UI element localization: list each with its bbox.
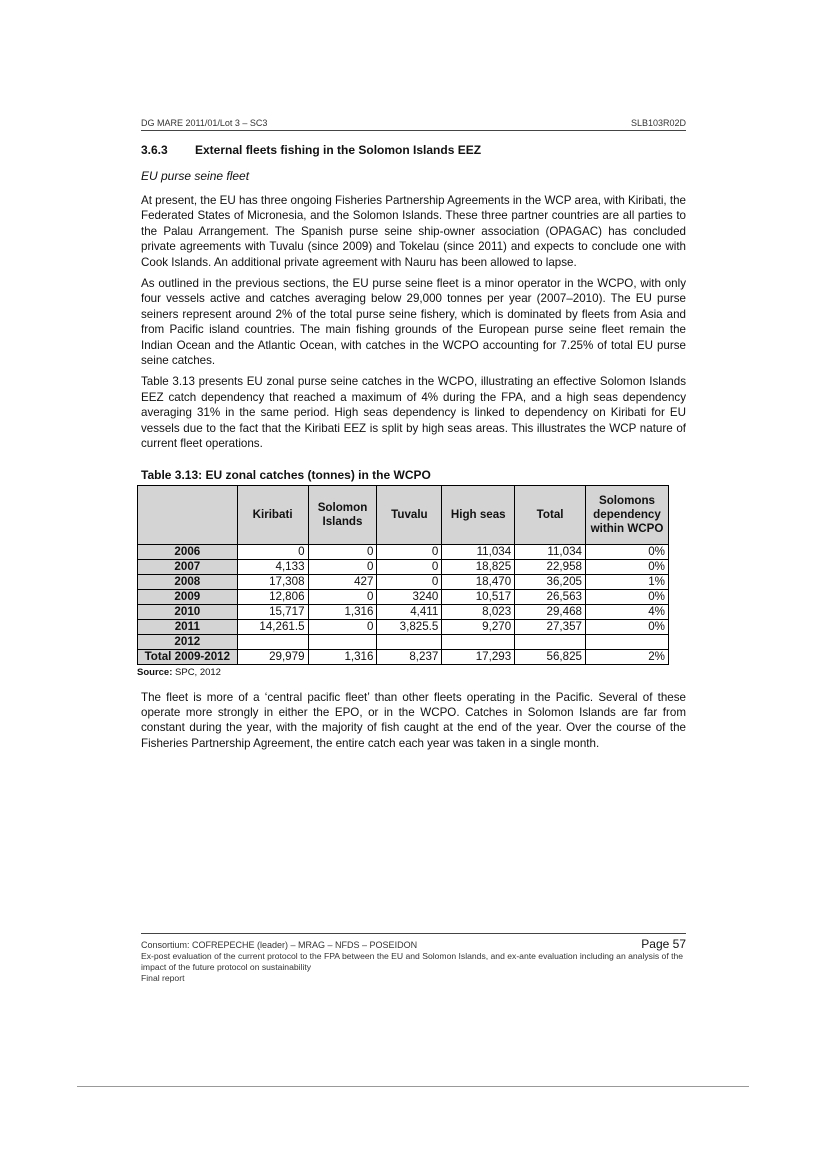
table-cell bbox=[237, 634, 308, 649]
table-cell: 2% bbox=[586, 649, 669, 664]
table-cell: 1,316 bbox=[308, 649, 377, 664]
header-document-code: SLB103R02D bbox=[630, 118, 686, 128]
header-reference: DG MARE 2011/01/Lot 3 – SC3 bbox=[141, 118, 268, 128]
table-cell bbox=[377, 634, 442, 649]
table-cell: 17,293 bbox=[442, 649, 515, 664]
section-title: External fleets fishing in the Solomon Islands EEZ bbox=[195, 143, 482, 157]
table-cell: 18,825 bbox=[442, 559, 515, 574]
table-cell: 27,357 bbox=[515, 619, 586, 634]
table-cell: 4,411 bbox=[377, 604, 442, 619]
paragraph: The fleet is more of a ‘central pacific fleet’ than other fleets operating in the Pacific. Several of these operate more strongly in either the EPO, or in the WCPO. Catches in Solomon Islands are far from constant during the year, with the majority of fish caught at the end of the year. Over the course of the Fisheries Partnership Agreement, the entire catch each year was taken in a single month. bbox=[141, 690, 686, 750]
table-cell: 0 bbox=[377, 544, 442, 559]
table-cell: 0 bbox=[308, 559, 377, 574]
table-cell: 10,517 bbox=[442, 589, 515, 604]
table-source bbox=[137, 667, 686, 678]
table-row bbox=[138, 634, 669, 649]
table-cell: 15,717 bbox=[237, 604, 308, 619]
table-cell: 3240 bbox=[377, 589, 442, 604]
table-total-row bbox=[138, 649, 669, 664]
table-row bbox=[138, 619, 669, 634]
table-cell: 0% bbox=[586, 589, 669, 604]
table-cell: 427 bbox=[308, 574, 377, 589]
row-header: 2012 bbox=[138, 634, 238, 649]
column-header: High seas bbox=[442, 485, 515, 544]
subheading: EU purse seine fleet bbox=[141, 169, 250, 183]
table-cell: 0 bbox=[308, 544, 377, 559]
table-cell bbox=[586, 634, 669, 649]
table-row bbox=[138, 604, 669, 619]
table-cell bbox=[442, 634, 515, 649]
table-cell: 1% bbox=[586, 574, 669, 589]
column-header: Solomons dependency within WCPO bbox=[586, 485, 669, 544]
table-cell: 36,205 bbox=[515, 574, 586, 589]
section-number: 3.6.3 bbox=[141, 143, 168, 157]
table-cell: 14,261.5 bbox=[237, 619, 308, 634]
paragraph: At present, the EU has three ongoing Fisheries Partnership Agreements in the WCP area, with Kiribati, the Federated States of Micronesia, and the Solomon Islands. These three partner countries are all parties to the Palau Arrangement. The Spanish purse seine ship-owner association (OPAGAC) has concluded private agreements with Tuvalu (since 2009) and Tokelau (since 2011) and expects to conclude one with Cook Islands. An additional private agreement with Nauru has been allowed to lapse. bbox=[141, 194, 686, 269]
table-row bbox=[138, 589, 669, 604]
column-header: Solomon Islands bbox=[308, 485, 377, 544]
source-label: Source: bbox=[137, 666, 173, 678]
page-number: Page 57 bbox=[641, 937, 686, 951]
table-cell: 0 bbox=[237, 544, 308, 559]
column-header bbox=[138, 485, 238, 544]
table-cell: 1,316 bbox=[308, 604, 377, 619]
row-header: Total 2009-2012 bbox=[138, 649, 238, 664]
table-cell bbox=[515, 634, 586, 649]
table-row bbox=[138, 559, 669, 574]
table-cell: 0% bbox=[586, 559, 669, 574]
paragraph: As outlined in the previous sections, the EU purse seine fleet is a minor operator in the WCPO, with only four vessels active and catches averaging below 29,000 tonnes per year (2007–2010). The EU purse seiners represent around 2% of the total purse seine fishery, which is dominated by fleets from Asia and from Pacific island countries. The main fishing grounds of the European purse seine fleet remain the Indian Ocean and the Atlantic Ocean, with catches in the WCPO accounting for 7.25% of total EU purse seine catches. bbox=[141, 277, 686, 368]
source-value: SPC, 2012 bbox=[175, 666, 221, 678]
footer-description: Ex-post evaluation of the current protocol to the FPA between the EU and Solomon Islands, and ex-ante evaluation including an analysis of the impact of the future protocol on sustainability bbox=[141, 951, 684, 972]
section-heading bbox=[141, 143, 686, 157]
footer-consortium: Consortium: COFREPECHE (leader) – MRAG – NFDS – POSEIDON bbox=[141, 940, 418, 950]
table-cell: 8,023 bbox=[442, 604, 515, 619]
table-cell: 11,034 bbox=[442, 544, 515, 559]
row-header: 2011 bbox=[138, 619, 238, 634]
table-cell: 12,806 bbox=[237, 589, 308, 604]
table-cell: 0 bbox=[377, 574, 442, 589]
table-cell: 26,563 bbox=[515, 589, 586, 604]
main-content bbox=[137, 143, 686, 757]
table-header-row bbox=[138, 485, 669, 544]
table-cell: 8,237 bbox=[377, 649, 442, 664]
row-header: 2008 bbox=[138, 574, 238, 589]
table-cell: 4,133 bbox=[237, 559, 308, 574]
table-cell bbox=[308, 634, 377, 649]
table-cell: 9,270 bbox=[442, 619, 515, 634]
table-cell: 29,468 bbox=[515, 604, 586, 619]
row-header: 2010 bbox=[138, 604, 238, 619]
page-footer bbox=[141, 933, 686, 984]
table-cell: 0 bbox=[308, 619, 377, 634]
table-row bbox=[138, 544, 669, 559]
table-cell: 17,308 bbox=[237, 574, 308, 589]
paragraph: Table 3.13 presents EU zonal purse seine catches in the WCPO, illustrating an effective Solomon Islands EEZ catch dependency that reached a maximum of 4% during the FPA, and a high seas dependency averaging 31% in the same period. High seas dependency is linked to dependency on Kiribati for EU vessels due to the fact that the Kiribati EEZ is split by high seas areas. This illustrates the WCP nature of current fleet operations. bbox=[141, 375, 686, 451]
row-header: 2007 bbox=[138, 559, 238, 574]
table-cell: 0 bbox=[308, 589, 377, 604]
table-cell: 4% bbox=[586, 604, 669, 619]
running-header bbox=[141, 118, 686, 131]
footer-report-type: Final report bbox=[141, 973, 185, 983]
table-cell: 56,825 bbox=[515, 649, 586, 664]
row-header: 2009 bbox=[138, 589, 238, 604]
table-cell: 0% bbox=[586, 544, 669, 559]
bottom-divider bbox=[77, 1086, 749, 1087]
table-caption: Table 3.13: EU zonal catches (tonnes) in the WCPO bbox=[141, 467, 431, 482]
table-cell: 18,470 bbox=[442, 574, 515, 589]
catches-table bbox=[137, 485, 669, 665]
column-header: Tuvalu bbox=[377, 485, 442, 544]
table-cell: 0% bbox=[586, 619, 669, 634]
table-cell: 11,034 bbox=[515, 544, 586, 559]
table-cell: 3,825.5 bbox=[377, 619, 442, 634]
row-header: 2006 bbox=[138, 544, 238, 559]
table-cell: 22,958 bbox=[515, 559, 586, 574]
table-cell: 29,979 bbox=[237, 649, 308, 664]
column-header: Total bbox=[515, 485, 586, 544]
table-cell: 0 bbox=[377, 559, 442, 574]
column-header: Kiribati bbox=[237, 485, 308, 544]
table-row bbox=[138, 574, 669, 589]
